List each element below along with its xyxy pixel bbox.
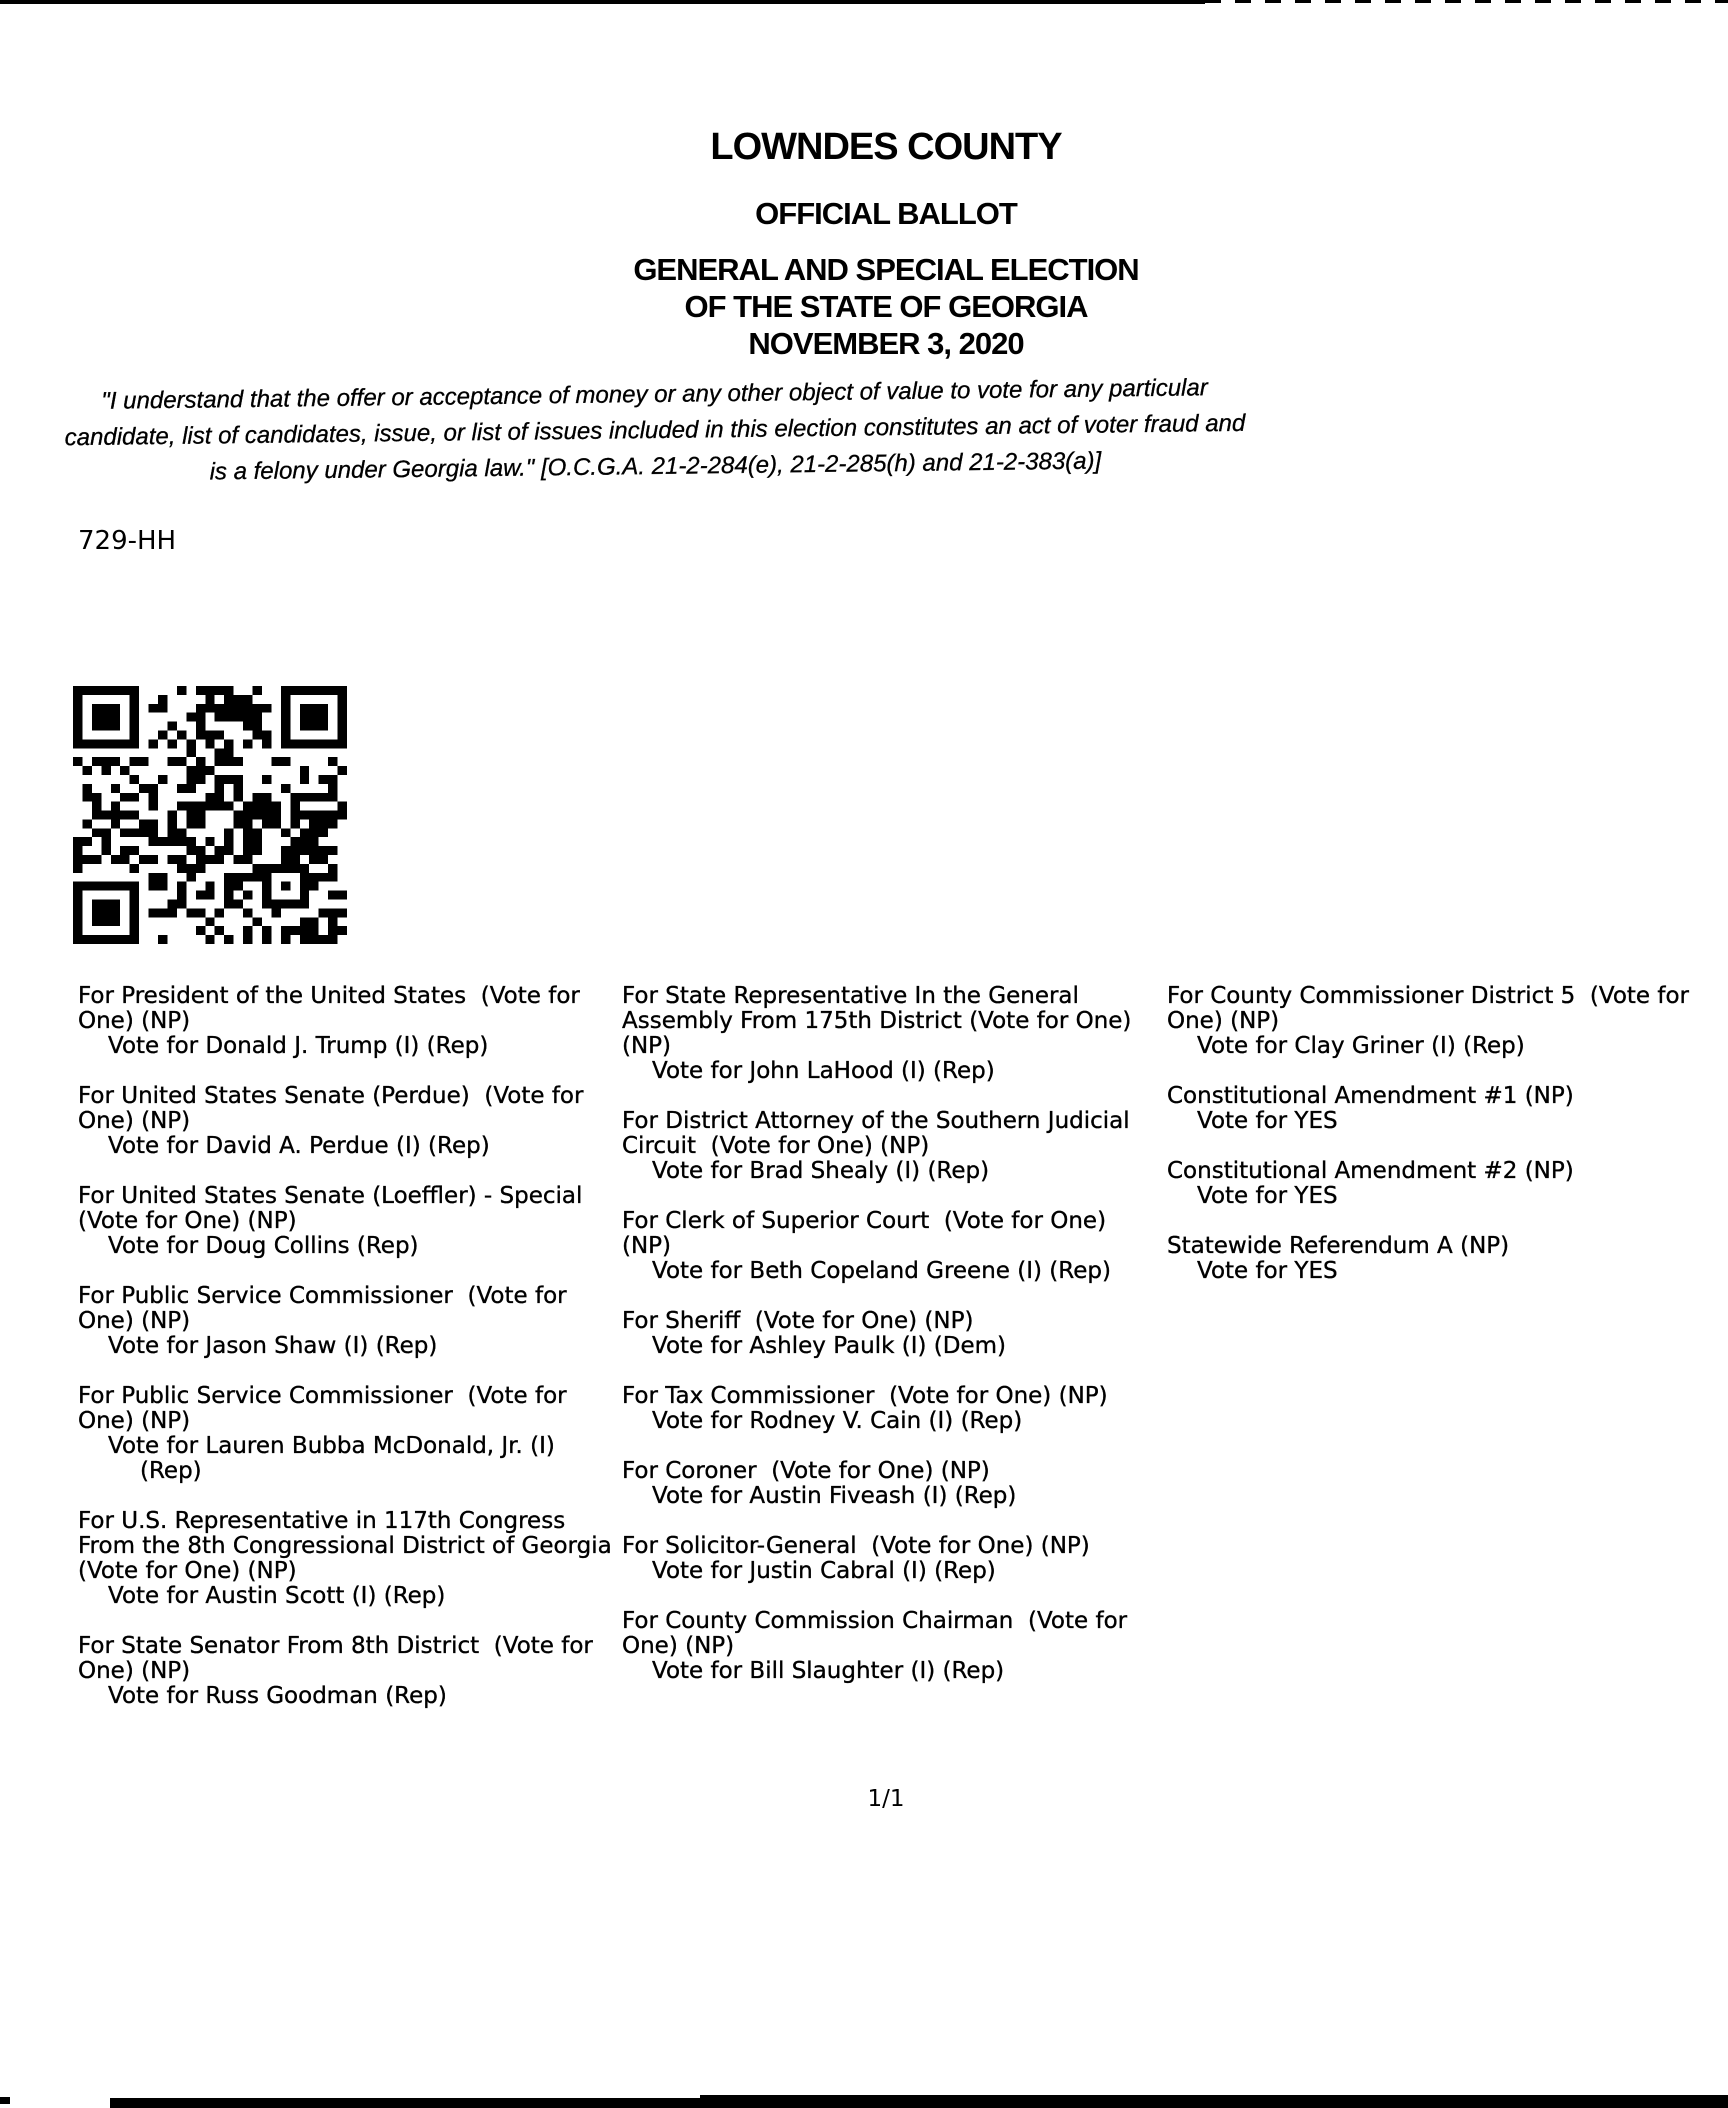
vote-selection: Vote for John LaHood (I) (Rep) [652, 1058, 995, 1084]
contest-title: For President of the United States (Vote for One) (NP) [78, 983, 588, 1034]
contest-entry [622, 1609, 1152, 1684]
vote-selection: Vote for Doug Collins (Rep) [108, 1233, 419, 1259]
contest-entry [1167, 1234, 1728, 1284]
vote-selection: Vote for Austin Scott (I) (Rep) [108, 1583, 446, 1609]
vote-selection: Vote for YES [1197, 1258, 1338, 1284]
contest-entry [622, 1109, 1152, 1184]
vote-selection: Vote for YES [1197, 1183, 1338, 1209]
contest-entry [622, 1309, 1152, 1359]
contest-entry [622, 1384, 1152, 1434]
vote-selection: Vote for Brad Shealy (I) (Rep) [652, 1158, 990, 1184]
fraud-notice: "I understand that the offer or acceptance of money or any other object of value to vote for any particular candidate, list of candidates, issue, or list of issues included in this election constitutes an act of voter fraud and is a felony under Georgia law." [O.C.G.A. 21-2-284(e), 21-2-285(h) and 21-2-383(a)] [64, 374, 1246, 486]
scan-top-edge-line [0, 0, 1205, 4]
contest-title: For Tax Commissioner (Vote for One) (NP) [622, 1383, 1108, 1409]
contest-entry [78, 1184, 618, 1259]
contest-title: For State Representative In the General Assembly From 175th District (Vote for One) (NP) [622, 983, 1139, 1059]
contest-entry [78, 984, 618, 1059]
ballot-subtitle: OFFICIAL BALLOT [755, 196, 1017, 231]
contest-title: Constitutional Amendment #1 (NP) [1167, 1083, 1574, 1109]
contest-title: For Clerk of Superior Court (Vote for One) (NP) [622, 1208, 1114, 1259]
election-title-line: GENERAL AND SPECIAL ELECTION [633, 252, 1139, 287]
vote-selection: Vote for Lauren Bubba McDonald, Jr. (I) (Rep) [108, 1433, 563, 1484]
contest-entry [622, 1459, 1152, 1509]
vote-selection: Vote for YES [1197, 1108, 1338, 1134]
contest-entry [622, 1534, 1152, 1584]
contest-title: For United States Senate (Perdue) (Vote for One) (NP) [78, 1083, 591, 1134]
ballot-column-2 [622, 984, 1152, 1709]
contest-entry [78, 1084, 618, 1159]
ballot-column-1 [78, 984, 618, 1734]
contest-title: For Public Service Commissioner (Vote for One) (NP) [78, 1283, 574, 1334]
contest-title: For Solicitor-General (Vote for One) (NP) [622, 1533, 1090, 1559]
vote-selection: Vote for Austin Fiveash (I) (Rep) [652, 1483, 1017, 1509]
election-title-line: OF THE STATE OF GEORGIA [684, 289, 1088, 324]
contest-title: Statewide Referendum A (NP) [1167, 1233, 1510, 1259]
election-title-line: NOVEMBER 3, 2020 [748, 326, 1024, 361]
election-title [0, 251, 1728, 362]
page-indicator: 1/1 [867, 1786, 905, 1812]
contest-title: For U.S. Representative in 117th Congress From the 8th Congressional District of Georgia (Vote for One) (NP) [78, 1508, 619, 1584]
contest-entry [622, 1209, 1152, 1284]
ballot-column-3 [1167, 984, 1728, 1309]
contest-title: For County Commissioner District 5 (Vote for One) (NP) [1167, 983, 1697, 1034]
vote-selection: Vote for Jason Shaw (I) (Rep) [108, 1333, 438, 1359]
contest-title: For Sheriff (Vote for One) (NP) [622, 1308, 974, 1334]
contest-entry [78, 1509, 618, 1609]
contest-entry [78, 1284, 618, 1359]
qr-code-icon [73, 686, 347, 944]
vote-selection: Vote for Clay Griner (I) (Rep) [1197, 1033, 1525, 1059]
contest-title: For District Attorney of the Southern Judicial Circuit (Vote for One) (NP) [622, 1108, 1137, 1159]
vote-selection: Vote for David A. Perdue (I) (Rep) [108, 1133, 490, 1159]
contest-title: For Coroner (Vote for One) (NP) [622, 1458, 990, 1484]
contest-title: For County Commission Chairman (Vote for One) (NP) [622, 1608, 1135, 1659]
contest-entry [622, 984, 1152, 1084]
county-title: LOWNDES COUNTY [710, 126, 1062, 168]
scan-top-edge-dashes [1205, 0, 1728, 3]
contest-entry [1167, 1084, 1728, 1134]
contest-entry [1167, 1159, 1728, 1209]
vote-selection: Vote for Russ Goodman (Rep) [108, 1683, 447, 1709]
contest-entry [78, 1634, 618, 1709]
contest-entry [1167, 984, 1728, 1059]
vote-selection: Vote for Bill Slaughter (I) (Rep) [652, 1658, 1005, 1684]
contest-title: For United States Senate (Loeffler) - Special (Vote for One) (NP) [78, 1183, 598, 1234]
vote-selection: Vote for Ashley Paulk (I) (Dem) [652, 1333, 1006, 1359]
scan-bottom-tick [0, 2097, 10, 2104]
contest-title: For Public Service Commissioner (Vote for One) (NP) [78, 1383, 574, 1434]
ballot-code: 729-HH [78, 526, 177, 556]
vote-selection: Vote for Donald J. Trump (I) (Rep) [108, 1033, 489, 1059]
contest-title: For State Senator From 8th District (Vote for One) (NP) [78, 1633, 601, 1684]
vote-selection: Vote for Rodney V. Cain (I) (Rep) [652, 1408, 1023, 1434]
scan-bottom-edge-thick [700, 2095, 1728, 2108]
vote-selection: Vote for Justin Cabral (I) (Rep) [652, 1558, 996, 1584]
contest-title: Constitutional Amendment #2 (NP) [1167, 1158, 1574, 1184]
vote-selection: Vote for Beth Copeland Greene (I) (Rep) [652, 1258, 1111, 1284]
contest-entry [78, 1384, 618, 1484]
